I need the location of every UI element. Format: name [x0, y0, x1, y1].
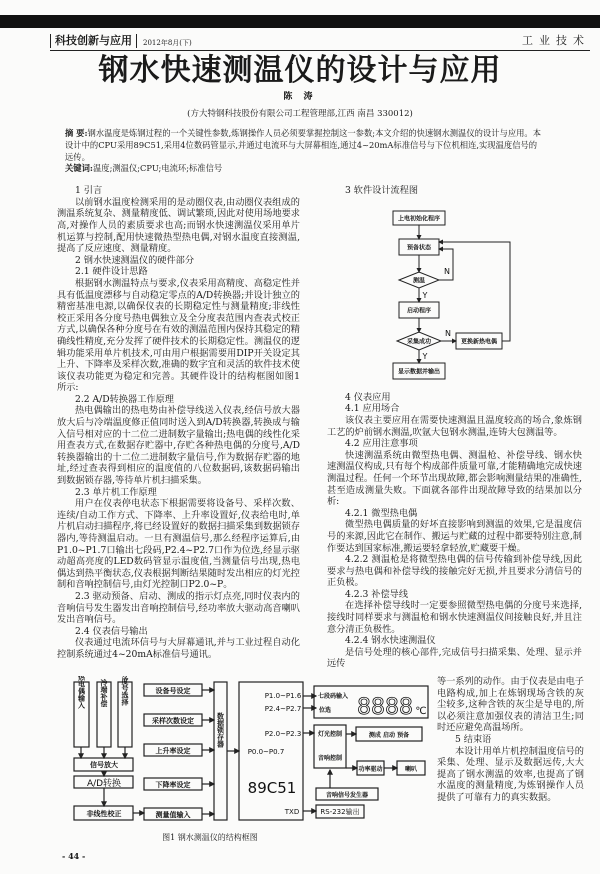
paragraph: 快速测温系统由微型热电偶、测温枪、补偿导线、钢水快速测温仪构成,只有每个构成部件质量可靠,才能精确地完成快速测温过程。任何一个环节出现故障,都会影响测量结果的准确性,甚至造成测量失败。下面就各部件出现故障导致的结果加以分析:: [327, 449, 582, 508]
text-block: [57, 185, 300, 394]
body-columns: [0, 185, 600, 670]
fig-label-fall: 下降率设定: [155, 781, 191, 790]
author: 陈 涛: [283, 92, 317, 102]
text-block: [57, 394, 300, 487]
section-heading: 4.1 应用场合: [345, 403, 400, 415]
fig-label-speaker: 喇叭: [404, 766, 418, 774]
fig-label-digit-select: 位选: [318, 707, 332, 715]
section-heading: 3 软件设计流程图: [345, 185, 419, 197]
section-heading: 4.2.1 微型热电偶: [345, 507, 418, 519]
right-column: [327, 185, 582, 670]
fig-label-amplifier: 信号放大: [90, 761, 118, 770]
running-header: [50, 32, 590, 51]
fig-label-adc: A/D转换: [86, 779, 122, 790]
flowchart-svg: [390, 201, 520, 386]
section-heading: 4 仪表应用: [345, 391, 391, 403]
journal-name: 科技创新与应用: [50, 34, 137, 48]
fig-label-sound-control: 音响控制: [317, 755, 343, 763]
fig-label-sound-generator: 音响信号发生器: [325, 792, 369, 800]
abstract-label: 摘 要:: [65, 128, 88, 138]
section-heading: 4.2.4 钢水快速测温仪: [345, 635, 436, 647]
flow-label-collect: 采集成功: [406, 338, 432, 346]
section-heading: 5 结束语: [455, 734, 492, 745]
paragraph: 本设计用单片机控制温度信号的采集、处理、显示及数据远传,大大提高了钢水测温的效率,也提高了钢水温度的测量精度,为炼钢操作人员提供了可靠有力的真实数据。: [437, 745, 584, 803]
text-block: [327, 185, 582, 197]
fig-label-light-control: 灯光控制: [317, 731, 343, 739]
figure-1-caption: 图1 钢水测温仪的结构框图: [162, 833, 258, 843]
figure-row: [0, 676, 600, 826]
section-heading: 2.4 仪表信号输出: [75, 625, 148, 637]
flow-label-replace: 更换新热电偶: [460, 338, 498, 346]
fig-label-thermocouple: 热电偶输入: [77, 676, 86, 709]
paragraph: 仪表通过电流环信号与大屏幕通讯,并与工业过程自动化控制系统通过4~20mA标准信号通讯。: [57, 637, 300, 660]
fig-label-mcu: 89C51: [247, 779, 297, 798]
left-column: [57, 185, 300, 670]
flow-label-init: 上电初始化程序: [397, 215, 441, 223]
figure-1-block-diagram: [50, 676, 430, 826]
flow-label-start: 启动程序: [406, 307, 432, 315]
fig-label-cold-junction: 冷端补偿: [100, 679, 108, 708]
fig-label-segment: 七段码输入: [317, 693, 349, 701]
fig-label-txd: TXD: [284, 808, 300, 817]
paragraph: 该仪表主要应用在需要快速测温且温度较高的场合,象炼钢工艺的炉前钢水测温,吹氩大包钢水测温,连铸大包测温等。: [327, 414, 582, 438]
top-black-bar: [0, 15, 600, 28]
paragraph: 用户在仪表停电状态下根据需要将设备号、采样次数、连续/自动工作方式、下降率、上升率设置好,仪表给电时,单片机启动扫描程序,将已经设置好的数据扫描采集到数据锁存器内,等待测温启动。一旦有测温信号,那么经程序运算后,由P1.0~P1.7口输出七段码,P2.4~P2.7口作为位选,经显示驱动超高亮度的LED数码管显示温度值,当测量信号出现,热电偶达到热平衡状态,仪表根据判断结果随时发出相应的灯光控制和音响控制信号,由灯光控制口P2.0~P。: [57, 498, 300, 591]
text-block: [57, 591, 300, 661]
flow-label-yes-1: Y: [422, 290, 428, 300]
affiliation: (方大特钢科技股份有限公司工程管理部,江西 南昌 330012): [187, 109, 413, 119]
abstract: [65, 128, 545, 175]
text-block: [327, 392, 582, 589]
paragraph: 4.2.2 测温枪是将微型热电偶的信号传输到补偿导线,因此要求与热电偶和补偿导线的接触完好无损,并且要求分清信号的正负极。: [327, 554, 582, 589]
text-block: [327, 589, 582, 670]
software-flowchart: [390, 201, 520, 386]
section-heading: 4.2 应用注意事项: [345, 438, 418, 450]
paragraph: 根据钢水测温特点与要求,仪表采用高精度、高稳定性并具有低温度漂移与自动稳定零点的A/D转换器;并设计独立的精密基准电源,以确保仪表的长期稳定性与测量精度;非线性校正采用各分度号热电偶独立及全分度表范围内查表式校正方式,以确保各种分度号在有效的测温范围内保持其稳定的精确线性精度,充分发挥了硬件技术的长期稳定性。测温仪的逻辑功能采用单片机技术,可由用户根据需要用DIP开关设定其上升、下降率及采样次数,准确的数字宜和灵活的软件技术使该仪表功能更为稳定和完善。其硬件设计的结构框图如图1所示:: [57, 277, 300, 394]
fig-label-p0: P0.0~P0.7: [247, 748, 285, 757]
seven-segment-display: 8888: [357, 695, 413, 721]
flow-label-ready: 预备状态: [406, 244, 432, 252]
fig-label-rise: 上升率设定: [155, 747, 191, 756]
issue-date: 2012年8月(下): [143, 39, 192, 47]
section-heading: 2 钢水快速测温仪的硬件部分: [75, 254, 195, 266]
abstract-text: 钢水温度是炼钢过程的一个关键性参数,炼钢操作人员必须要掌握控制这一参数;本文介绍的快速钢水测温仪的设计与应用。本设计中的CPU采用89C51,采用4位数码管显示,并通过电流环与大屏幕相连,通过4~20mA标准信号与下位机相连,实现温度信号的远传。: [65, 128, 542, 162]
fig-label-samples: 采样次数设定: [152, 717, 194, 726]
fig-label-graduation: 分度号选择: [121, 676, 129, 706]
flow-label-display: 显示数据并输出: [397, 368, 441, 376]
paragraph: 热电偶输出的热电势由补偿导线送入仪表,经信号放大器放大后与冷端温度修正值同时送入到A/D转换器,转换成与输入信号相对应的十二位二进制数字量输出;热电偶的线性化采用查表方式,在数据存贮器中,存贮各种热电偶的分度号,A/D转换器输出的十二位二进制数字量信号,作为数据存贮器的地址,经过查表得到相应的温度值的八位数据码,该数据码输出到数据锁存器,等待单片机扫描采集。: [57, 405, 300, 487]
paragraph: 2.3 驱动预备、启动、测成的指示灯点亮,同时仪表内的音响信号发生器发出音响控制信号,经功率放大驱动高音喇叭发出音响信号。: [57, 590, 300, 626]
paragraph: 是信号处理的核心部件,完成信号扫描采集、处理、显示并远传: [327, 646, 582, 670]
fig-label-p20: P2.0~P2.3: [264, 730, 302, 739]
paragraph: 在选择补偿导线时一定要参照微型热电偶的分度号来选择,接线时同样要求与测温枪和钢水快速测温仪间接触良好,并且注意分清正负极性。: [327, 600, 582, 635]
fig-label-unit: ℃: [415, 706, 427, 718]
fig-label-linearize: 非线性校正: [86, 810, 122, 819]
page-number: - 44 -: [62, 851, 86, 862]
keywords-text: 温度;测温仪;CPU;电流环;标准信号: [92, 163, 223, 174]
fig-label-rs232: RS-232输出: [320, 808, 360, 817]
fig-label-latch: 数据锁存器: [216, 712, 225, 748]
flow-label-no-2: N: [445, 328, 451, 338]
flow-label-no-1: N: [444, 266, 450, 276]
text-block: [437, 676, 584, 804]
fig-label-power: 功率驱动: [358, 766, 383, 774]
section-name: 工业技术: [522, 34, 590, 47]
narrow-column: [437, 676, 584, 826]
fig-label-indicators: 测成 启动 预备: [368, 732, 410, 740]
section-heading: 1 引言: [75, 185, 103, 197]
section-heading: 2.3 单片机工作原理: [75, 486, 157, 498]
fig-label-p1: P1.0~P1.6: [264, 692, 302, 701]
keywords-label: 关键词:: [65, 163, 93, 174]
section-heading: 4.2.3 补偿导线: [345, 588, 409, 600]
paper-title: 钢水快速测温仪的设计与应用: [98, 53, 502, 88]
section-heading: 2.1 硬件设计思路: [75, 266, 148, 278]
fig-label-device: 设备号设定: [155, 687, 191, 696]
flow-label-yes-2: Y: [422, 351, 428, 361]
block-diagram-svg: [50, 676, 430, 826]
flow-label-measure: 测温: [412, 277, 426, 285]
fig-label-measured: 测量值输入: [155, 811, 191, 820]
section-heading: 2.2 A/D转换器工作原理: [75, 393, 174, 405]
paragraph: 等一系列的动作。由于仪表是由电子电路构成,加上在炼钢现场含铁的灰尘较多,这种含铁的灰尘是导电的,所以必须注意加强仪表的清洁卫生;同时还应避免高温场所。: [437, 676, 584, 734]
fig-label-p24: P2.4~P2.7: [264, 705, 302, 714]
text-block: [57, 487, 300, 591]
paragraph: 以前钢水温度检测采用的是动圈仪表,由动圈仪表组成的测温系统复杂、测量精度低、调试繁琐,因此对使用场地要求高,对操作人员的素质要求也高;而钢水快速测温仪采用单片机运算与控制,配用快速微热型热电偶,对钢水温度直接测温,提高了反应速度、测量精度。: [57, 196, 300, 255]
paragraph: 微型热电偶质量的好坏直接影响到测温的效果,它是温度信号的来源,因此它在制作、搬运与贮藏的过程中都要特别注意,制作要达到国家标准,搬运要轻拿轻放,贮藏要干燥。: [327, 519, 582, 554]
